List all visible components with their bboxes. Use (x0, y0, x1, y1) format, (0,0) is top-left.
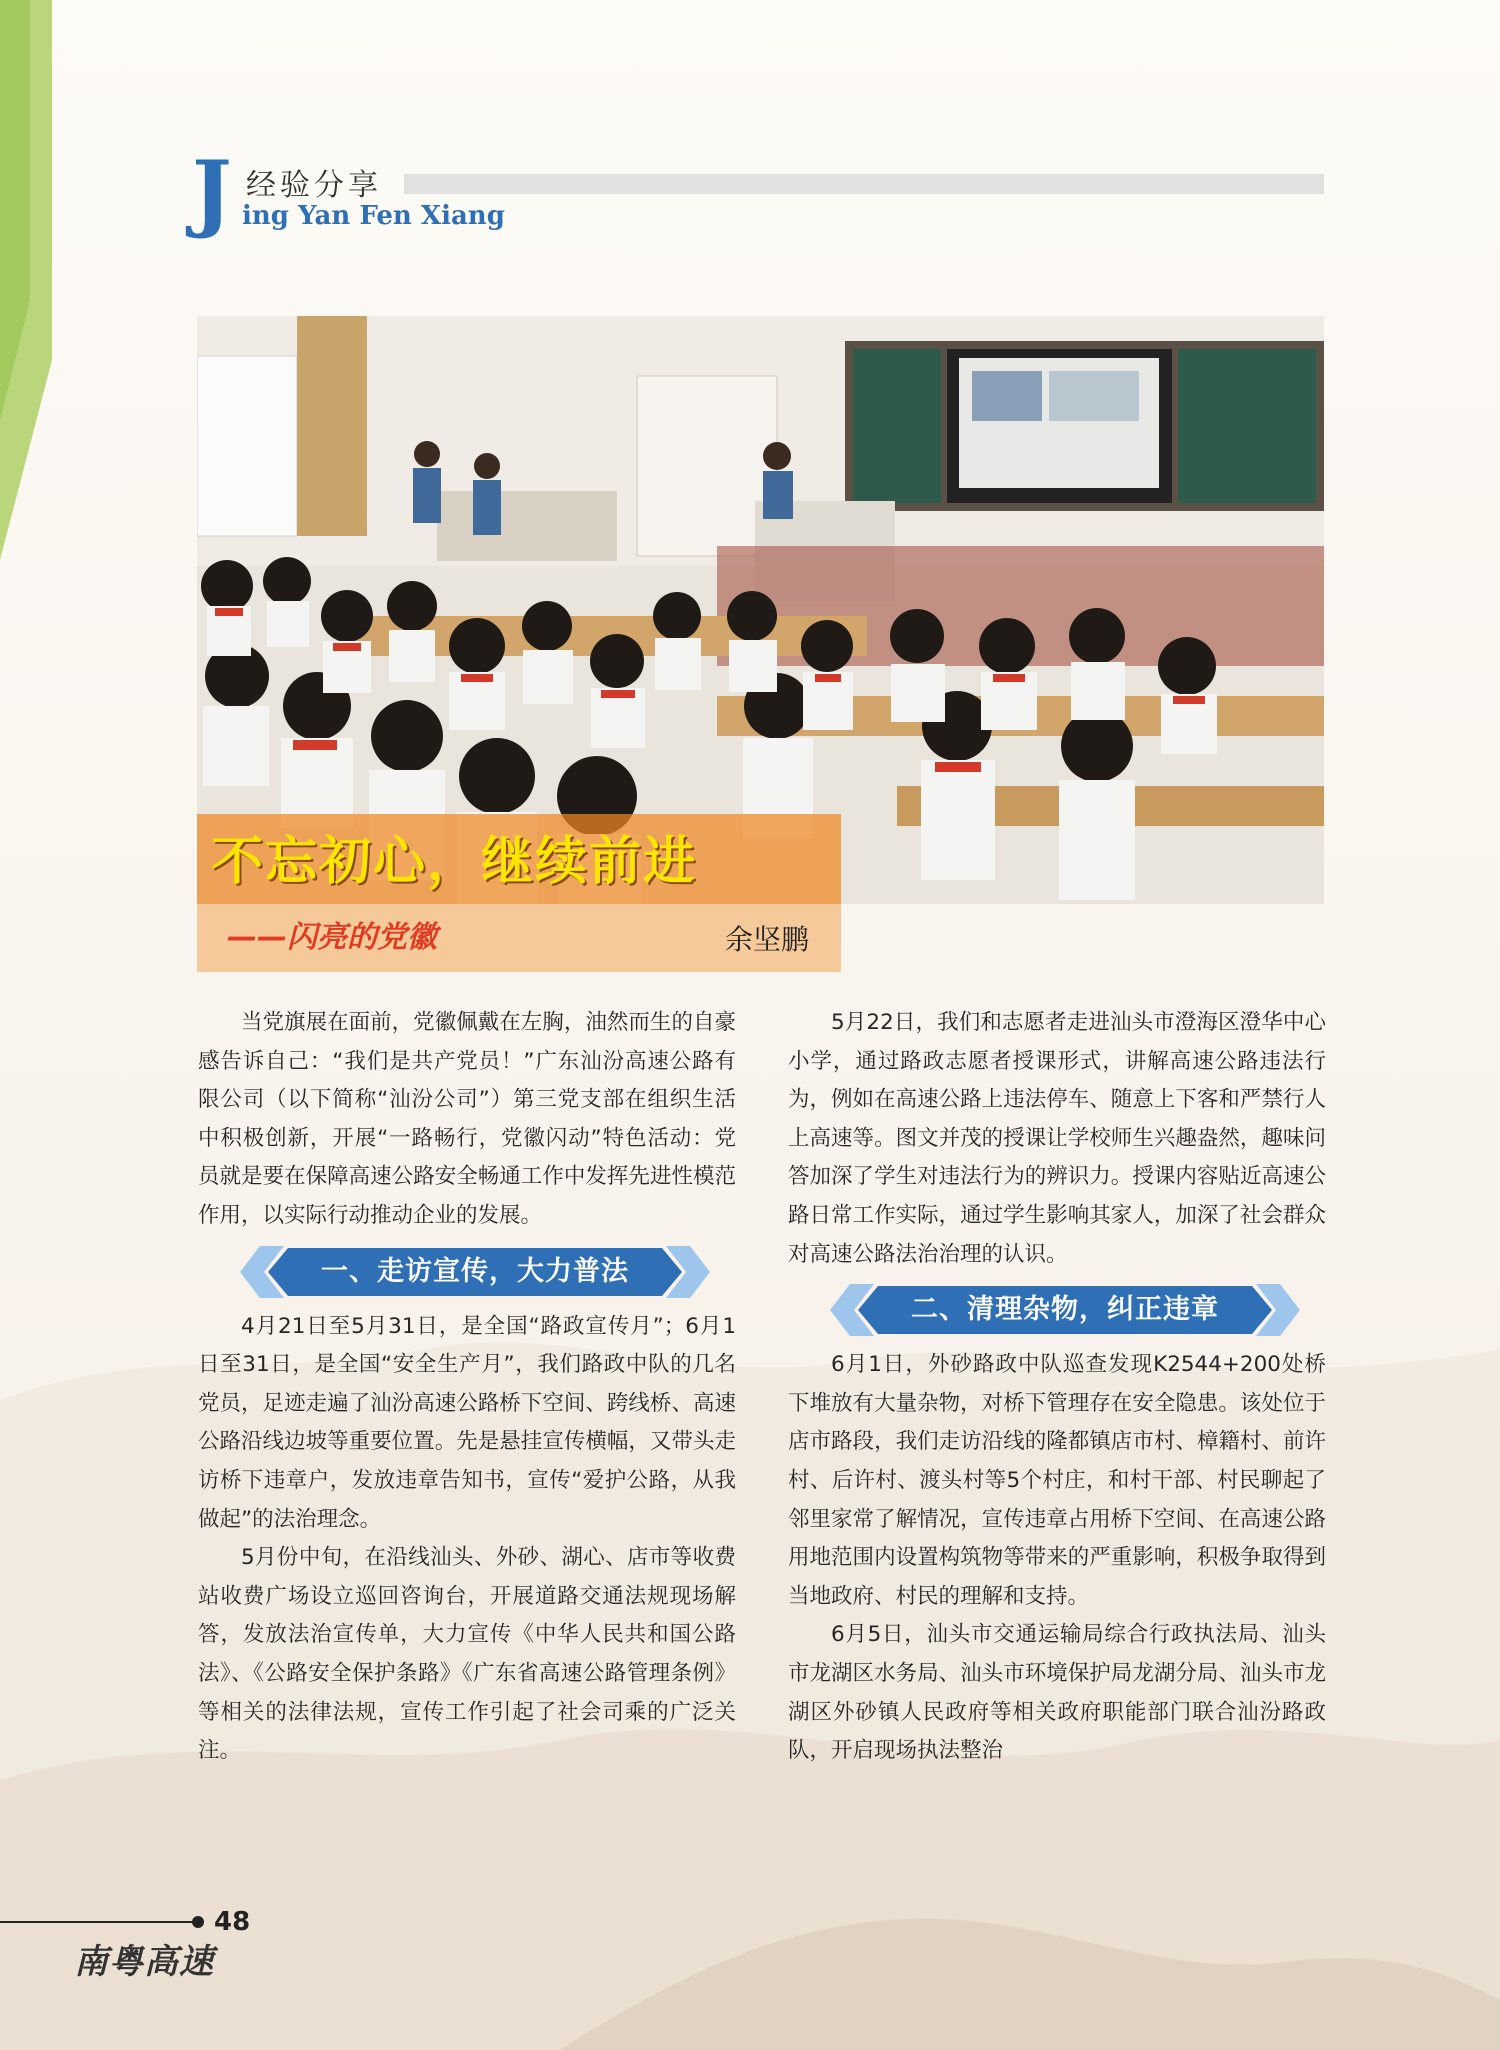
right-paragraph-2: 6月1日，外砂路政中队巡查发现K2544+200处桥下堆放有大量杂物，对桥下管理存在安全隐患。该处位于店市路段，我们走访沿线的隆都镇店市村、樟籍村、前许村、后许村、渡头村等5个村庄，和村干部、村民聊起了邻里家常了解情况，宣传违章占用桥下空间、在高速公路用地范围内设置构筑物等带来的严重影响，积极争取得到当地政府、村民的理解和支持。 (788, 1352, 1326, 1609)
section-heading-1-text: 一、走访宣传，大力普法 (321, 1255, 629, 1287)
left-paragraph-1: 4月21日至5月31日，是全国“路政宣传月”；6月1日至31日，是全国“安全生产月”，我们路政中队的几名党员，足迹走遍了汕汾高速公路桥下空间、跨线桥、高速公路沿线边坡等重要位置。先是悬挂宣传横幅，又带头走访桥下违章户，发放违章告知书，宣传“爱护公路，从我做起”的法治理念。 (198, 1313, 736, 1532)
footer-dot (192, 1916, 204, 1928)
section-title-pinyin: ing Yan Fen Xiang (242, 201, 505, 231)
footer-rule (0, 1921, 198, 1923)
section-heading-1 (240, 1246, 710, 1298)
intro-paragraph: 当党旗展在面前，党徽佩戴在左胸，油然而生的自豪感告诉自己：“我们是共产党员！”广东汕汾高速公路有限公司（以下简称“汕汾公司”）第三党支部在组织生活中积极创新，开展“一路畅行，党徽闪动”特色活动：党员就是要在保障高速公路安全畅通工作中发挥先进性模范作用，以实际行动推动企业的发展。 (198, 1010, 736, 1228)
page-number: 48 (214, 1907, 251, 1937)
article-title: 不忘初心，继续前进 (211, 832, 698, 892)
section-heading-2 (830, 1284, 1300, 1336)
section-initial-letter: J (192, 142, 232, 241)
magazine-logo: 南粤高速 (74, 1942, 214, 1982)
right-column (788, 1004, 1326, 1771)
article-subtitle: ——闪亮的党徽 (227, 920, 437, 955)
header-bar (404, 174, 1324, 194)
article-author: 余坚鹏 (725, 923, 810, 956)
article-title-banner (197, 814, 841, 972)
left-column (198, 1004, 736, 1771)
left-paragraph-2: 5月份中旬，在沿线汕头、外砂、湖心、店市等收费站收费广场设立巡回咨询台，开展道路交通法规现场解答，发放法治宣传单，大力宣传《中华人民共和国公路法》、《公路安全保护条路》《广东省高速公路管理条例》等相关的法律法规，宣传工作引起了社会司乘的广泛关注。 (198, 1545, 736, 1764)
section-title-chinese: 经验分享 (246, 168, 382, 203)
right-paragraph-3: 6月5日，汕头市交通运输局综合行政执法局、汕头市龙湖区水务局、汕头市环境保护局龙湖分局、汕头市龙湖区外砂镇人民政府等相关政府职能部门联合汕汾路政队，开启现场执法整治 (788, 1622, 1326, 1764)
section-heading-2-text: 二、清理杂物，纠正违章 (911, 1294, 1219, 1326)
right-paragraph-1: 5月22日，我们和志愿者走进汕头市澄海区澄华中心小学，通过路政志愿者授课形式，讲解高速公路违法行为，例如在高速公路上违法停车、随意上下客和严禁行人上高速等。图文并茂的授课让学校师生兴趣盎然，趣味问答加深了学生对违法行为的辨识力。授课内容贴近高速公路日常工作实际，通过学生影响其家人，加深了社会群众对高速公路法治治理的认识。 (788, 1010, 1326, 1267)
left-green-strip (0, 0, 52, 560)
